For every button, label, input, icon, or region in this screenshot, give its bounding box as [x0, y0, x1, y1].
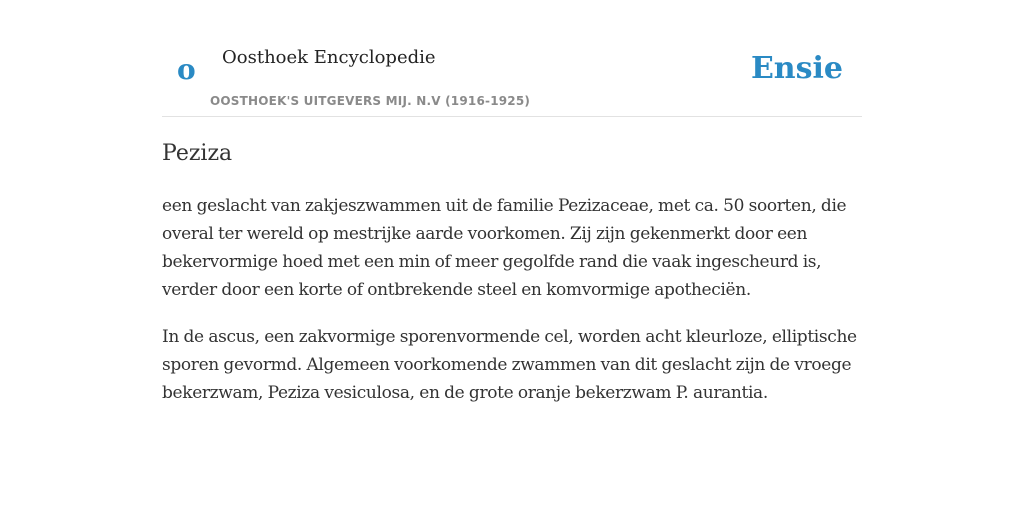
- entry-body: [162, 192, 862, 426]
- logo[interactable]: o: [177, 53, 196, 86]
- entry-paragraph: een geslacht van zakjeszwammen uit de familie Pezizaceae, met ca. 50 soorten, die overal ter wereld op mestrijke aarde voorkomen. Zij zijn gekenmerkt door een bekervormige hoed met een min of meer gegolfde rand die vaak ingescheurd is, verder door een korte of ontbrekende steel en komvormige apotheciën.: [162, 196, 847, 300]
- site-title[interactable]: Oosthoek Encyclopedie: [222, 47, 436, 68]
- publisher-label: OOSTHOEK'S UITGEVERS MIJ. N.V (1916-1925): [210, 94, 531, 108]
- entry-title: Peziza: [162, 141, 233, 166]
- site-header: [162, 0, 862, 117]
- page: [162, 0, 862, 403]
- brand-logo[interactable]: Ensie: [750, 51, 843, 86]
- entry-paragraph: In de ascus, een zakvormige sporenvormende cel, worden acht kleurloze, elliptische sporen gevormd. Algemeen voorkomende zwammen van dit geslacht zijn de vroege bekerzwam, Peziza vesiculosa, en de grote oranje bekerzwam P. aurantia.: [162, 327, 857, 403]
